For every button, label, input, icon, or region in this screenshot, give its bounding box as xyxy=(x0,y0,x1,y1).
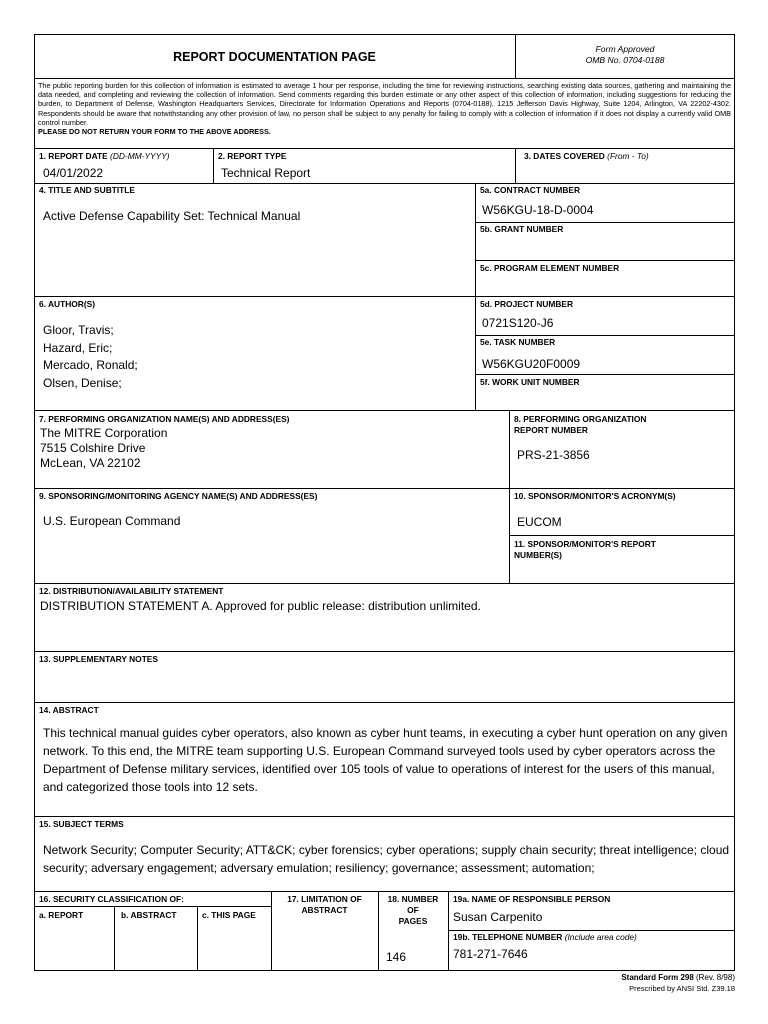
divider xyxy=(34,488,735,489)
divider xyxy=(34,702,735,703)
subject-terms-label: 15. SUBJECT TERMS xyxy=(39,819,124,829)
abstract-label: 14. ABSTRACT xyxy=(39,705,99,715)
divider xyxy=(475,183,476,410)
program-element-label: 5c. PROGRAM ELEMENT NUMBER xyxy=(480,263,620,273)
supplementary-notes-label: 13. SUPPLEMENTARY NOTES xyxy=(39,654,158,664)
abstract-field[interactable]: This technical manual guides cyber operators, also known as cyber hunt teams, in executing a cyber hunt operation on any given network. To this end, the MITRE team supporting U.S. European Command surveyed tools used by cyber operators across the Department of Defense military services, identified over 105 tools of value to operations of interest for the users of this manual, and categorized those tools into 12 sets. xyxy=(43,726,728,794)
form-approved-label: Form Approved xyxy=(595,44,655,54)
page-title: REPORT DOCUMENTATION PAGE xyxy=(173,50,376,64)
return-warning: PLEASE DO NOT RETURN YOUR FORM TO THE ABOVE ADDRESS. xyxy=(38,127,271,137)
divider xyxy=(34,148,735,149)
divider xyxy=(475,374,735,375)
divider xyxy=(34,651,735,652)
authors-field[interactable]: Gloor, Travis; Hazard, Eric; Mercado, Ronald; Olsen, Denise; xyxy=(43,323,138,390)
omb-number: OMB No. 0704-0188 xyxy=(585,55,665,65)
task-number-field[interactable]: W56KGU20F0009 xyxy=(482,357,581,371)
sponsor-acronym-label: 10. SPONSOR/MONITOR'S ACRONYM(S) xyxy=(514,491,676,501)
work-unit-number-label: 5f. WORK UNIT NUMBER xyxy=(480,377,580,387)
divider xyxy=(475,260,735,261)
project-number-label: 5d. PROJECT NUMBER xyxy=(480,299,574,309)
divider xyxy=(509,535,735,536)
grant-number-label: 5b. GRANT NUMBER xyxy=(480,224,564,234)
divider xyxy=(509,410,510,583)
report-date-field[interactable]: 04/01/2022 xyxy=(43,166,104,180)
divider xyxy=(213,148,214,183)
performing-org-label: 7. PERFORMING ORGANIZATION NAME(S) AND ADDRESS(ES) xyxy=(39,414,290,424)
divider xyxy=(34,78,735,79)
telephone-label: 19b. TELEPHONE NUMBER (Include area code) xyxy=(453,932,637,942)
report-date-label: 1. REPORT DATE (DD-MM-YYYY) xyxy=(39,151,170,161)
performing-report-number-label: 8. PERFORMING ORGANIZATION REPORT NUMBER xyxy=(514,414,647,435)
performing-org-field[interactable]: The MITRE Corporation 7515 Colshire Drive McLean, VA 22102 xyxy=(40,426,168,470)
title-subtitle-label: 4. TITLE AND SUBTITLE xyxy=(39,185,136,195)
sponsoring-agency-field[interactable]: U.S. European Command xyxy=(43,514,181,528)
number-of-pages-field[interactable]: 146 xyxy=(386,950,407,964)
limitation-label: 17. LIMITATION OF ABSTRACT xyxy=(287,894,362,915)
divider xyxy=(475,222,735,223)
contract-number-label: 5a. CONTRACT NUMBER xyxy=(480,185,581,195)
abstract-classification-label: b. ABSTRACT xyxy=(121,910,177,920)
report-type-field[interactable]: Technical Report xyxy=(221,166,311,180)
divider xyxy=(34,816,735,817)
divider xyxy=(34,906,271,907)
report-type-label: 2. REPORT TYPE xyxy=(218,151,287,161)
subject-terms-field[interactable]: Network Security; Computer Security; ATT&CK; cyber forensics; cyber operations; supply chain security; threat intelligence; cloud security; adversary engagement; adversary emulation; resiliency; governance; assessment; automation; xyxy=(43,843,730,875)
divider xyxy=(34,891,735,892)
authors-label: 6. AUTHOR(S) xyxy=(39,299,95,309)
sponsor-report-number-label: 11. SPONSOR/MONITOR'S REPORT NUMBER(S) xyxy=(514,539,656,560)
title-subtitle-field[interactable]: Active Defense Capability Set: Technical Manual xyxy=(43,209,301,223)
report-classification-label: a. REPORT xyxy=(39,910,84,920)
divider xyxy=(34,583,735,584)
divider xyxy=(34,183,735,184)
divider xyxy=(197,906,198,971)
distribution-field[interactable]: DISTRIBUTION STATEMENT A. Approved for public release: distribution unlimited. xyxy=(40,599,481,613)
divider xyxy=(34,410,735,411)
sponsoring-agency-label: 9. SPONSORING/MONITORING AGENCY NAME(S) AND ADDRESS(ES) xyxy=(39,491,318,501)
task-number-label: 5e. TASK NUMBER xyxy=(480,337,556,347)
this-page-classification-label: c. THIS PAGE xyxy=(202,910,256,920)
security-classification-label: 16. SECURITY CLASSIFICATION OF: xyxy=(39,894,184,904)
prescribed-by: Prescribed by ANSI Std. Z39.18 xyxy=(629,984,735,993)
burden-text: The public reporting burden for this collection of information is estimated to average 1 hour per response, including the time for reviewing instructions, searching existing data sources, gathering and maintaining the data needed, and completing and reviewing the collection of information. Send comments regarding this burden estimate or any other aspect of this collection of information, including suggestions for reducing the burden, to Department of Defense, Washington Headquarters Services, Directorate for Information Operations and Reports (0704-0188), 1215 Jefferson Davis Highway, Suite 1204, Arlington, VA 22202-4302. Respondents should be aware that notwithstanding any other provision of law, no person shall be subject to any penalty for failing to comply with a collection of information if it does not display a currently valid OMB control number. xyxy=(38,81,731,127)
contract-number-field[interactable]: W56KGU-18-D-0004 xyxy=(482,203,594,217)
performing-report-number-field[interactable]: PRS-21-3856 xyxy=(517,448,590,462)
sponsor-acronym-field[interactable]: EUCOM xyxy=(517,515,562,529)
form-frame xyxy=(34,34,735,971)
divider xyxy=(515,148,516,183)
divider xyxy=(34,296,735,297)
divider xyxy=(475,335,735,336)
burden-statement xyxy=(38,81,731,136)
dates-covered-label: 3. DATES COVERED (From - To) xyxy=(524,151,649,161)
divider xyxy=(448,930,735,931)
responsible-person-field[interactable]: Susan Carpenito xyxy=(453,910,543,924)
divider xyxy=(114,906,115,971)
distribution-label: 12. DISTRIBUTION/AVAILABILITY STATEMENT xyxy=(39,586,224,596)
project-number-field[interactable]: 0721S120-J6 xyxy=(482,316,554,330)
telephone-field[interactable]: 781-271-7646 xyxy=(453,947,528,961)
responsible-person-label: 19a. NAME OF RESPONSIBLE PERSON xyxy=(453,894,611,904)
number-of-pages-label: 18. NUMBER OF PAGES xyxy=(387,894,439,926)
divider xyxy=(448,891,449,971)
form-designation: Standard Form 298 (Rev. 8/98) xyxy=(621,973,735,982)
